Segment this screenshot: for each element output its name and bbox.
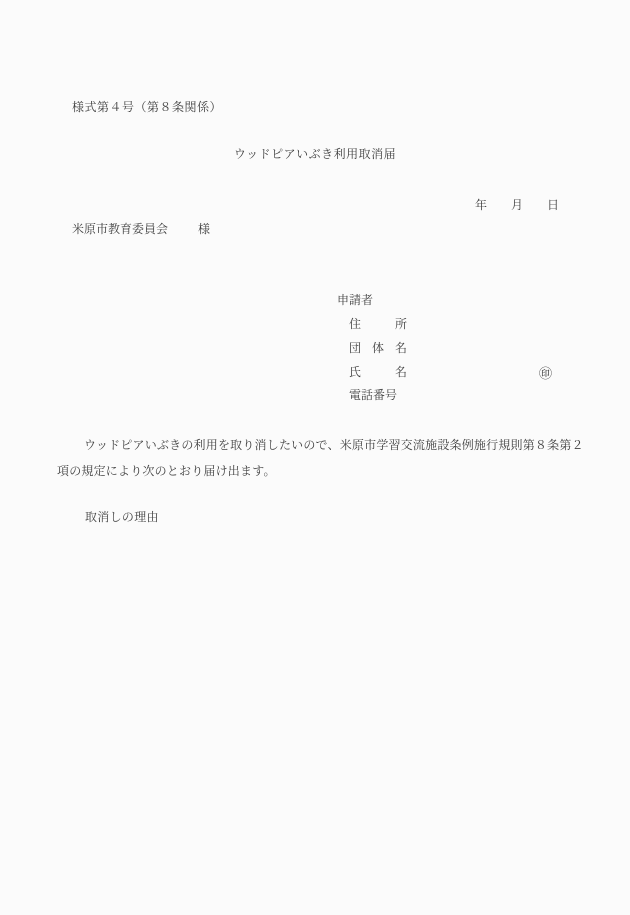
address-label: 住所 bbox=[349, 317, 407, 331]
applicant-heading: 申請者 bbox=[337, 293, 374, 307]
field-row-organization bbox=[349, 341, 407, 357]
name-label: 氏名 bbox=[349, 365, 407, 379]
phone-label: 電話番号 bbox=[349, 388, 398, 402]
addressee-honorific: 様 bbox=[198, 222, 211, 236]
addressee bbox=[72, 222, 210, 238]
form-number: 様式第４号（第８条関係） bbox=[72, 100, 223, 114]
cancellation-reason-label: 取消しの理由 bbox=[85, 510, 159, 524]
body-paragraph-line1: ウッドピアいぶきの利用を取り消したいので、米原市学習交流施設条例施行規則第８条第２ bbox=[84, 438, 584, 452]
addressee-name: 米原市教育委員会 bbox=[72, 222, 169, 236]
field-row-name bbox=[349, 365, 407, 381]
field-row-address bbox=[349, 317, 407, 333]
organization-label: 団体名 bbox=[349, 341, 407, 355]
year-label: 年 bbox=[475, 198, 488, 212]
field-row-phone bbox=[349, 388, 397, 404]
date-line bbox=[475, 198, 559, 214]
day-label: 日 bbox=[547, 198, 560, 212]
document-title: ウッドピアいぶき利用取消届 bbox=[233, 147, 397, 161]
body-paragraph-line2: 項の規定により次のとおり届け出ます。 bbox=[57, 464, 276, 478]
seal-mark-icon: ㊞ bbox=[539, 366, 553, 381]
month-label: 月 bbox=[511, 198, 524, 212]
